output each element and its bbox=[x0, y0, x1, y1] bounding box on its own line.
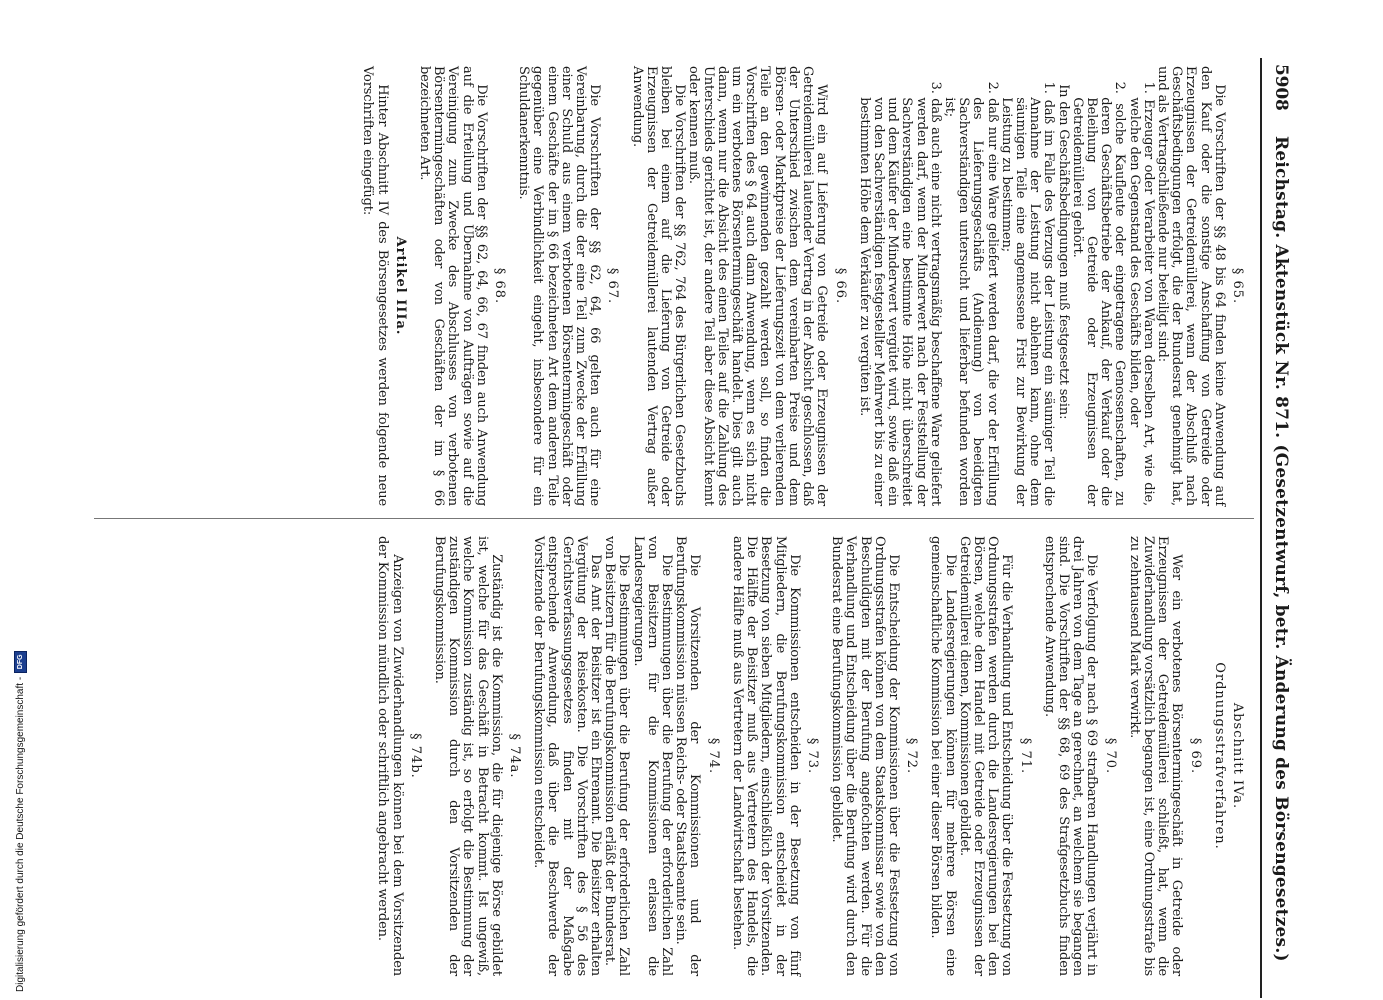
section-heading: § 68. bbox=[491, 267, 507, 305]
chapter-subheading: Ordnungsstrafverfahren. bbox=[1211, 662, 1227, 850]
section-heading: § 74a. bbox=[506, 733, 522, 779]
list-item: 3. daß auch eine nicht vertragsmäßig beschaffene Ware geliefert werden darf, wenn der Minderwert nach der Feststellung der Sachverständigen eine bestimmte Höhe nicht überschreitet und dem Käufer der Minderwert vergütet wird, sowie daß ein von den Sachverständigen festgestellter Mehrwert bis zu einer bestimmten Höhe dem Verkäufer zu vergüten ist. bbox=[856, 81, 943, 506]
section-heading: § 70. bbox=[1102, 737, 1118, 775]
section-heading: § 74b. bbox=[407, 733, 423, 779]
paragraph: Hinter Abschnitt IV des Börsengesetzes werden folgende neue Vorschriften eingefügt: bbox=[359, 66, 390, 506]
paragraph: Anzeigen von Zuwiderhandlungen können bei dem Vorsitzenden der Kommission mündlich oder schriftlich angebracht werden. bbox=[374, 536, 405, 976]
section-heading: § 73. bbox=[804, 737, 820, 775]
dfg-logo: DFG bbox=[14, 651, 27, 673]
running-title: Reichstag. Aktenstück Nr. 871. (Gesetzentwurf, betr. Änderung des Börsengesetzes.) bbox=[1270, 136, 1291, 962]
scanned-page bbox=[82, 58, 1292, 998]
page-header bbox=[1260, 58, 1292, 998]
paragraph: Für die Verhandlung und Entscheidung über die Festsetzung von Ordnungsstrafen werden durch die Landesregierungen bei den Börsen, welche dem Handel mit Getreide oder Erzeugnissen der Getreidemüllerei dienen, Kommissionen gebildet. bbox=[956, 536, 1014, 976]
right-column bbox=[375, 536, 1254, 976]
section-heading: § 74. bbox=[705, 737, 721, 775]
column-divider bbox=[94, 518, 1254, 519]
digitization-credit bbox=[14, 651, 27, 992]
paragraph: In den Geschäftsbedingungen muß festgesetzt sein: bbox=[1055, 84, 1071, 420]
section-heading: § 71. bbox=[1017, 737, 1033, 775]
paragraph: Die Bestimmungen über die Berufung der erforderlichen Zahl von Beisitzern für die Kommissionen erlassen die Landesregierungen. bbox=[630, 536, 674, 976]
paragraph: Die Vorschriften der §§ 762, 764 des Bürgerlichen Gesetzbuchs bleiben bei einem auf die Lieferung von Getreide oder Erzeugnissen der Getreidemüllerei lautenden Vertrag außer Anwendung. bbox=[629, 66, 687, 506]
paragraph: Die Bestimmungen über die Berufung der erforderlichen Zahl von Beisitzern für die Berufungskommission erläßt der Bundesrat. bbox=[601, 536, 631, 976]
paragraph: Wer ein verbotenes Börsentermingeschäft in Getreide oder Erzeugnissen der Getreidemüllerei schließt, hat, wenn die Zuwiderhandlung vorsätzlich begangen ist, eine Ordnungsstrafe bis zu zehntausend Mark verwirkt. bbox=[1126, 536, 1184, 976]
paragraph: Die Landesregierungen können für mehrere Börsen eine gemeinschaftliche Kommission bei einer dieser Börsen bilden. bbox=[927, 536, 958, 976]
paragraph: Die Vorschriften der §§ 62, 64, 66 gelten auch für eine Vereinbarung, durch die der eine Teil zum Zwecke der Erfüllung einer Schuld aus einem verbotenen Börsentermingeschäft oder einem Geschäfte der im § 66 bezeichneten Art dem anderen Teile gegenüber eine Verbindlichkeit eingeht, insbesondere für ein Schuldanerkenntnis. bbox=[515, 66, 602, 506]
section-heading: § 69. bbox=[1187, 737, 1203, 775]
list-item: 2. solche Kaufleute oder eingetragene Genossenschaften, zu deren Geschäftsbetriebe der Ankauf, der Verkauf oder die Beleihung von Getreide oder Erzeugnissen der Getreidemüllerei gehört. bbox=[1069, 81, 1127, 506]
paragraph: Die Vorschriften der §§ 62, 64, 66, 67 finden auch Anwendung auf die Erteilung und Übernahme von Aufträgen sowie auf die Vereinigung zum Zwecke des Abschlusses von verbotenen Börsentermingeschäften oder von Geschäften der im § 66 bezeichneten Art. bbox=[416, 66, 489, 506]
paragraph: Die Verfolgung der nach § 69 strafbaren Handlungen verjährt in drei Jahren von dem Tage an gerechnet, an welchem sie begangen sind. Die Vorschriften der §§ 68, 69 des Strafgesetzbuchs finden entsprechende Anwendung. bbox=[1041, 536, 1099, 976]
credit-text: Digitalisierung gefördert durch die Deutsche Forschungsgemeinschaft - bbox=[15, 676, 26, 992]
paragraph: Das Amt der Beisitzer ist ein Ehrenamt. Die Beisitzer erhalten Vergütung der Reisekosten. Die Vorschriften des § 56 des Gerichtsverfassungsgesetzes finden mit der Maßgabe entsprechende Anwendung, daß über die Beschwerde der Vorsitzende der Berufungskommission entscheidet. bbox=[530, 536, 603, 976]
list-item: 1. Erzeuger oder Verarbeiter von Waren derselben Art, wie die, welche den Gegenstand des Geschäfts bilden, oder bbox=[1126, 81, 1156, 506]
section-heading: § 66. bbox=[832, 267, 848, 305]
chapter-heading: Abschnitt IVa. bbox=[1229, 702, 1245, 810]
list-item: 1. daß im Falle des Verzugs der Leistung ein säumiger Teil die Annahme der Leistung nicht ablehnen kann, ohne dem säumigen Teile eine angemessene Frist zur Bewirkung der Leistung zu bestimmen; bbox=[998, 81, 1056, 506]
paragraph: Die Vorsitzenden der Kommissionen und der Berufungskommission müssen Reichs- oder Staatsbeamte sein. bbox=[672, 536, 702, 976]
paragraph: Zuständig ist die Kommission, die für diejenige Börse gebildet ist, welche für das Geschäft in Betracht kommt. Ist ungewiß, welche Kommission zuständig ist, so erfolgt die Bestimmung der zuständigen Kommission durch den Vorsitzenden der Berufungskommission. bbox=[431, 536, 504, 976]
section-heading: § 67. bbox=[604, 267, 620, 305]
paragraph: Wird ein auf Lieferung von Getreide oder Erzeugnissen der Getreidemüllerei lautender Vertrag in der Absicht geschlossen, daß der Unterschied zwischen dem vereinbarten Preise und dem Börsen- oder Marktpreise der Lieferungszeit von dem verlierenden Teile an den gewinnenden gezahlt werden soll, so finden die Vorschriften des § 64 auch dann Anwendung, wenn es sich nicht um ein verbotenes Börsentermingeschäft handelt. Dies gilt auch dann, wenn nur die Absicht des einen Teiles auf die Zahlung des Unterschieds gerichtet ist, der andere Teil aber diese Absicht kennt oder kennen muß. bbox=[685, 66, 829, 506]
page-number: 5908 bbox=[1270, 64, 1291, 111]
paragraph: Die Vorschriften der §§ 48 bis 64 finden keine Anwendung auf den Kauf oder die sonstige Anschaffung von Getreide oder Erzeugnissen der Getreidemüllerei, wenn der Abschluß nach Geschäftsbedingungen erfolgt, die der Bundesrat genehmigt hat, und als Vertragschließende nur beteiligt sind: bbox=[1154, 66, 1227, 506]
section-heading: § 72. bbox=[903, 737, 919, 775]
article-heading: Artikel IIIa. bbox=[392, 236, 408, 336]
paragraph: Die Entscheidung der Kommissionen über die Festsetzung von Ordnungsstrafen können von dem Staatskommissar sowie von den Beschuldigten mit der Berufung angefochten werden. Für die Verhandlung und Entscheidung über die Berufung wird durch den Bundesrat eine Berufungskommission gebildet. bbox=[828, 536, 901, 976]
paragraph: Die Kommissionen entscheiden in der Besetzung von fünf Mitgliedern, die Berufungskommission entscheidet in der Besetzung von sieben Mitgliedern, einschließlich der Vorsitzenden. Die Hälfte der Beisitzer muß aus Vertretern des Handels, die andere Hälfte muß aus Vertretern der Landwirtschaft bestehen. bbox=[729, 536, 802, 976]
section-heading: § 65. bbox=[1229, 267, 1245, 305]
list-item: 2. daß nur eine Ware geliefert werden darf, die vor der Erfüllung des Lieferungsgeschäfts (Andienung) von beeidigten Sachverständigen untersucht und lieferbar befunden worden ist; bbox=[941, 81, 1000, 506]
left-column bbox=[360, 66, 1254, 506]
